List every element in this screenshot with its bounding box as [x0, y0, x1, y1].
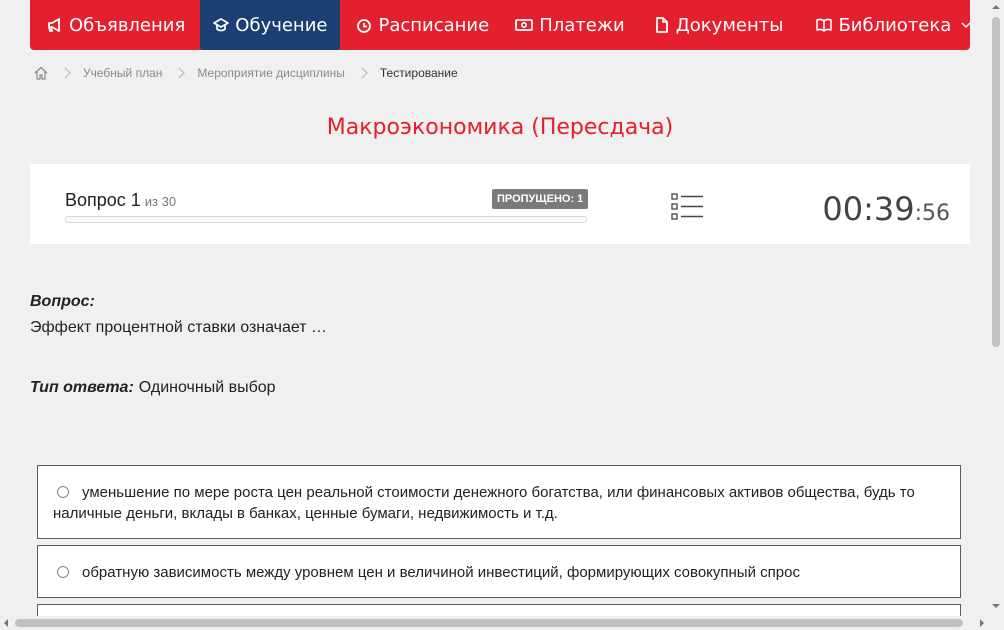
radio-button[interactable] — [57, 566, 69, 578]
scrollbar-corner — [988, 614, 1004, 630]
vertical-scrollbar[interactable] — [988, 0, 1004, 614]
horizontal-scrollbar[interactable] — [0, 616, 988, 630]
chevron-right-icon — [177, 67, 186, 79]
timer-separator: : — [914, 201, 922, 226]
nav-item-label: Объявления — [69, 14, 186, 36]
scroll-up-arrow-icon[interactable] — [992, 5, 1000, 9]
chevron-right-icon — [360, 67, 369, 79]
nav-item-label: Обучение — [235, 14, 328, 36]
answer-type-value: Одиночный выбор — [138, 379, 276, 396]
breadcrumb-current: Тестирование — [379, 66, 458, 80]
money-bill-icon — [515, 17, 533, 33]
book-icon — [816, 17, 832, 33]
nav-item-label: Документы — [675, 14, 784, 36]
document-icon — [654, 17, 670, 33]
graduation-cap-icon — [213, 17, 229, 33]
question-list-icon — [671, 192, 704, 222]
answer-option[interactable] — [37, 465, 961, 539]
answer-option-text: обратную зависимость между уровнем цен и величиной инвестиций, формирующих совокупный спрос — [82, 564, 800, 581]
nav-item-payments[interactable] — [502, 0, 641, 50]
question-heading: Вопрос: — [30, 293, 95, 310]
breadcrumb-link-study-plan[interactable]: Учебный план — [83, 66, 163, 80]
skipped-badge: ПРОПУЩЕНО: 1 — [492, 189, 588, 209]
question-list-button[interactable] — [671, 192, 704, 222]
scroll-down-arrow-icon[interactable] — [992, 604, 1000, 608]
answer-option[interactable] — [37, 545, 961, 598]
answer-option-text: уменьшение по мере роста цен реальной стоимости денежного богатства, или финансовых активов общества, будь то наличные деньги, вклады в банках, ценные бумаги, недвижимость и т.д. — [53, 484, 915, 522]
breadcrumb-link-discipline-event[interactable]: Мероприятие дисциплины — [197, 66, 345, 80]
nav-item-label: Платежи — [539, 14, 625, 36]
answer-option-content — [53, 562, 930, 583]
question-total: из 30 — [144, 194, 177, 209]
nav-item-announcements[interactable] — [30, 0, 200, 50]
page-title: Макроэкономика (Пересдача) — [326, 115, 674, 140]
timer-seconds: 56 — [922, 201, 950, 226]
scroll-right-arrow-icon[interactable] — [980, 619, 984, 627]
nav-item-library[interactable] — [816, 0, 988, 50]
question-counter — [65, 190, 176, 211]
answer-option-content — [53, 482, 930, 524]
scroll-left-arrow-icon[interactable] — [4, 619, 8, 627]
question-number: Вопрос 1 — [65, 190, 141, 210]
vertical-scrollbar-thumb[interactable] — [992, 17, 1000, 347]
nav-item-schedule[interactable] — [340, 0, 502, 50]
chevron-down-icon — [960, 19, 972, 31]
question-text: Эффект процентной ставки означает … — [30, 319, 328, 336]
clock-icon — [356, 17, 372, 33]
top-navigation — [30, 0, 970, 50]
horizontal-scrollbar-thumb[interactable] — [15, 619, 963, 627]
radio-button[interactable] — [57, 486, 69, 498]
answer-type — [30, 379, 276, 397]
nav-item-label: Библиотека — [838, 14, 952, 36]
countdown-timer — [822, 190, 950, 228]
nav-item-learning[interactable] — [200, 0, 340, 50]
timer-hours-minutes: 00:39 — [822, 190, 915, 228]
nav-item-documents[interactable] — [641, 0, 817, 50]
answer-type-label: Тип ответа: — [30, 379, 134, 396]
nav-item-label: Расписание — [378, 14, 490, 36]
progress-panel — [30, 164, 970, 244]
progress-bar — [65, 216, 587, 223]
megaphone-icon — [47, 17, 63, 33]
breadcrumb — [34, 64, 458, 82]
chevron-right-icon — [63, 67, 72, 79]
home-icon[interactable] — [34, 66, 48, 80]
